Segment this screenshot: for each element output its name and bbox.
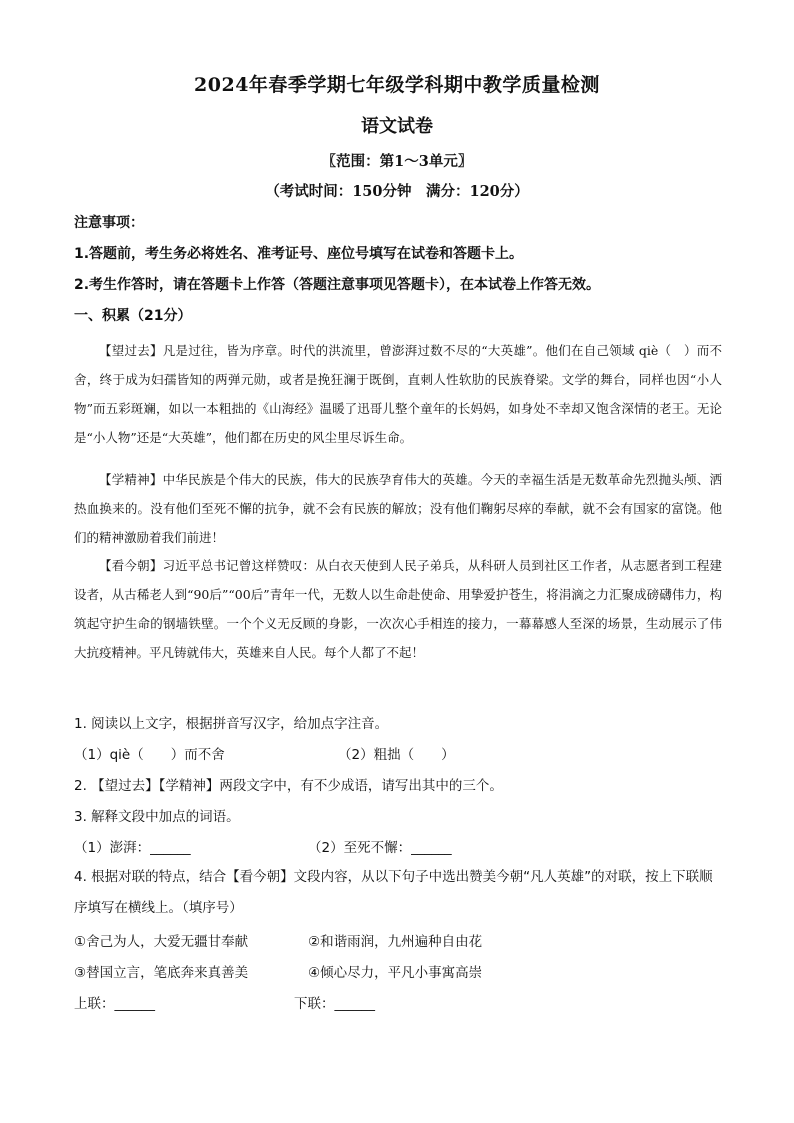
lower-line-answer: 下联：______ [294, 996, 375, 1012]
couplet-option-4: ④倾心尽力，平凡小事寓高崇 [308, 965, 483, 981]
question-1-part-2: （2）粗拙（ ） [338, 747, 455, 763]
passage-look-today: 【看今朝】习近平总书记曾这样赞叹：从白衣天使到人民子弟兵，从科研人员到社区工作者，从志愿者到工程建设者，从古稀老人到“90后”“00后”青年一代，无数人以生命赴使命、用挚爱护苍生，将涓滴之力汇聚成磅礴伟力，构筑起守护生命的钢墙铁壁。一个个义无反顾的身影，一次次心手相连的接力，一幕幕感人至深的场景，生动展示了伟大抗疫精神。平凡铸就伟大，英雄来自人民。每个人都了不起！ [74, 558, 722, 660]
passage-look-back: 【望过去】凡是过往，皆为序章。时代的洪流里，曾澎湃过数不尽的“大英雄”。他们在自己领域 qiè（ ）而不舍，终于成为妇孺皆知的两弹元勋，或者是挽狂澜于既倒，直刺人性软肋的民族脊梁。文学的舞台，同样也因“小人物”而五彩斑斓，如以一本粗拙的《山海经》温暖了迅哥儿整个童年的长妈妈，如身处不幸却又饱含深情的老王。无论是“小人物”还是“大英雄”，他们都在历史的风尘里尽诉生命。 [74, 343, 722, 445]
notice-item-1: 1.答题前，考生务必将姓名、准考证号、座位号填写在试卷和答题卡上。 [74, 246, 524, 262]
notice-heading: 注意事项： [74, 215, 144, 231]
question-3: 3. 解释文段中加点的词语。 [74, 809, 240, 825]
question-3-part-1: （1）澎湃：______ [74, 840, 191, 856]
couplet-option-1: ①舍己为人，大爱无疆甘奉献 [74, 934, 249, 950]
question-1: 1. 阅读以上文字，根据拼音写汉字，给加点字注音。 [74, 716, 389, 732]
exam-time-score: （考试时间：150分钟 满分：120分） [265, 183, 529, 200]
exam-subtitle: 语文试卷 [361, 116, 433, 137]
couplet-option-3: ③替国立言，笔底奔来真善美 [74, 965, 249, 981]
passage-learn-spirit: 【学精神】中华民族是个伟大的民族，伟大的民族孕育伟大的英雄。今天的幸福生活是无数革命先烈抛头颅、洒热血换来的。没有他们至死不懈的抗争，就不会有民族的解放；没有他们鞠躬尽瘁的奉献，就不会有国家的富饶。他们的精神激励着我们前进！ [74, 472, 722, 545]
question-4: 4. 根据对联的特点，结合【看今朝】文段内容，从以下句子中选出赞美今朝“凡人英雄”的对联，按上下联顺序填写在横线上。（填序号） [74, 869, 713, 916]
question-3-part-2: （2）至死不懈：______ [308, 840, 452, 856]
section-heading: 一、积累（21分） [74, 308, 192, 324]
question-1-part-1: （1）qiè（ ）而不舍 [74, 747, 225, 763]
question-2: 2. 【望过去】【学精神】两段文字中，有不少成语，请写出其中的三个。 [74, 778, 503, 794]
notice-item-2: 2.考生作答时，请在答题卡上作答（答题注意事项见答题卡），在本试卷上作答无效。 [74, 277, 601, 293]
upper-line-answer: 上联：______ [74, 996, 155, 1012]
couplet-option-2: ②和谐雨润，九州遍种自由花 [308, 934, 483, 950]
exam-title: 2024年春季学期七年级学科期中教学质量检测 [194, 74, 600, 96]
exam-scope: 〖范围：第1～3单元〗 [321, 153, 473, 170]
